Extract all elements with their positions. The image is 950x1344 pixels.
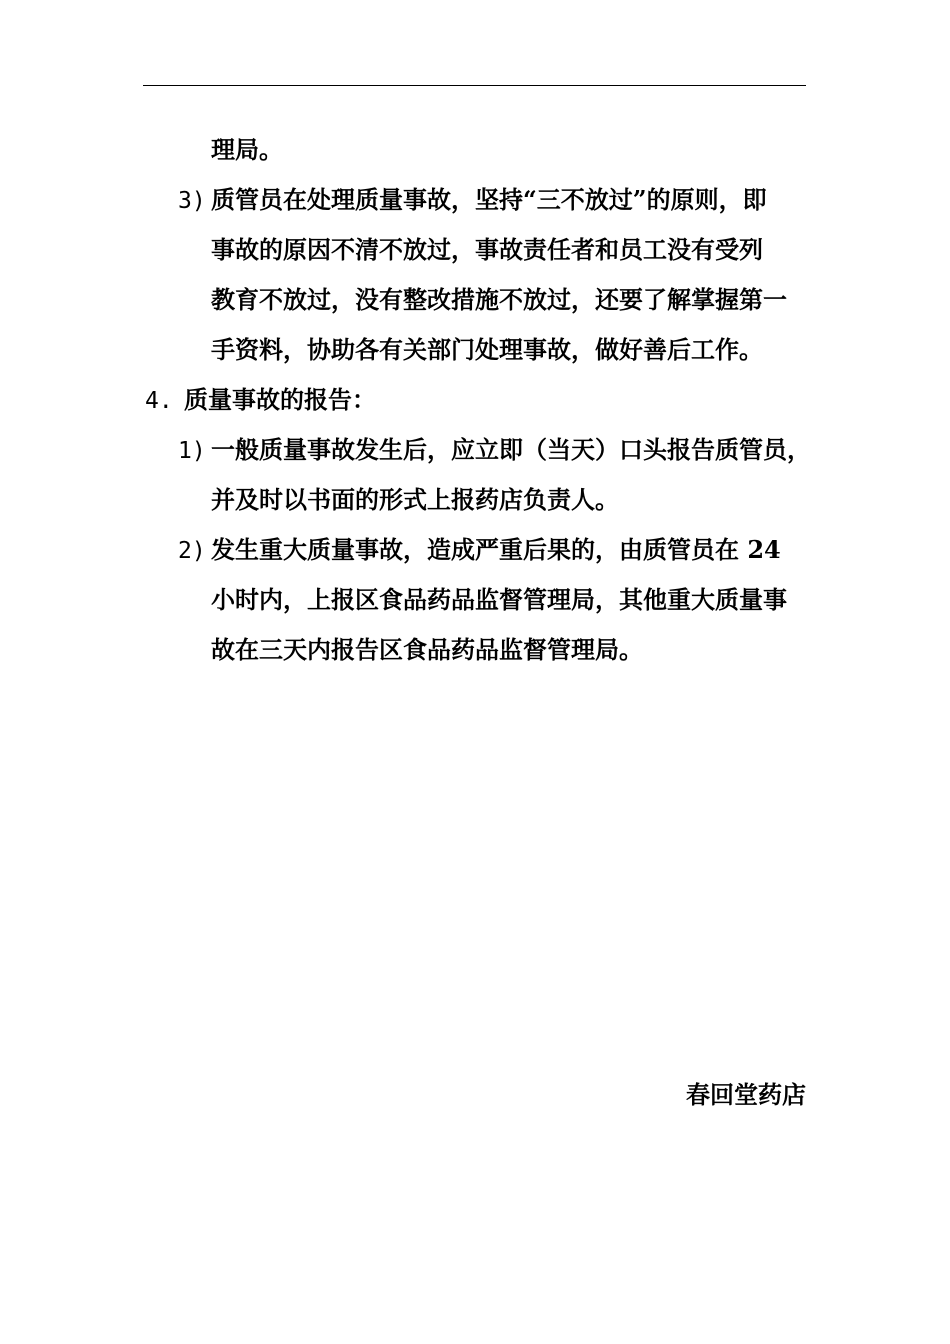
line-text: 教育不放过，没有整改措施不放过，还要了解掌握第一: [211, 285, 787, 314]
section-marker: 4.: [145, 388, 173, 414]
signature: 春回堂药店: [686, 1080, 806, 1109]
line-text: 事故的原因不清不放过，事故责任者和员工没有受列: [211, 235, 763, 264]
list-item-3: [178, 175, 767, 225]
line-text: 理局。: [211, 135, 283, 164]
paragraph-line: [211, 325, 763, 375]
line-text: 并及时以书面的形式上报药店负责人。: [211, 485, 619, 514]
paragraph-line: [211, 475, 619, 525]
section-title: 质量事故的报告：: [184, 385, 376, 414]
list-marker: 2): [178, 538, 206, 564]
section-heading-4: [145, 375, 376, 425]
list-item-2: [178, 525, 781, 575]
paragraph-line: [211, 125, 283, 175]
list-marker: 1): [178, 438, 206, 464]
line-text: 一般质量事故发生后，应立即（当天）口头报告质管员，: [211, 435, 811, 464]
paragraph-line: [211, 625, 643, 675]
line-text: 手资料，协助各有关部门处理事故，做好善后工作。: [211, 335, 763, 364]
line-text: 质管员在处理质量事故，坚持“三不放过”的原则，即: [211, 185, 767, 214]
paragraph-line: [211, 575, 787, 625]
paragraph-line: [211, 275, 787, 325]
list-marker: 3): [178, 188, 206, 214]
line-text: 发生重大质量事故，造成严重后果的，由质管员在 24: [211, 535, 781, 564]
line-text: 小时内，上报区食品药品监督管理局，其他重大质量事: [211, 585, 787, 614]
line-text: 故在三天内报告区食品药品监督管理局。: [211, 635, 643, 664]
list-item-1: [178, 425, 811, 475]
paragraph-line: [211, 225, 763, 275]
header-rule: [143, 85, 806, 86]
